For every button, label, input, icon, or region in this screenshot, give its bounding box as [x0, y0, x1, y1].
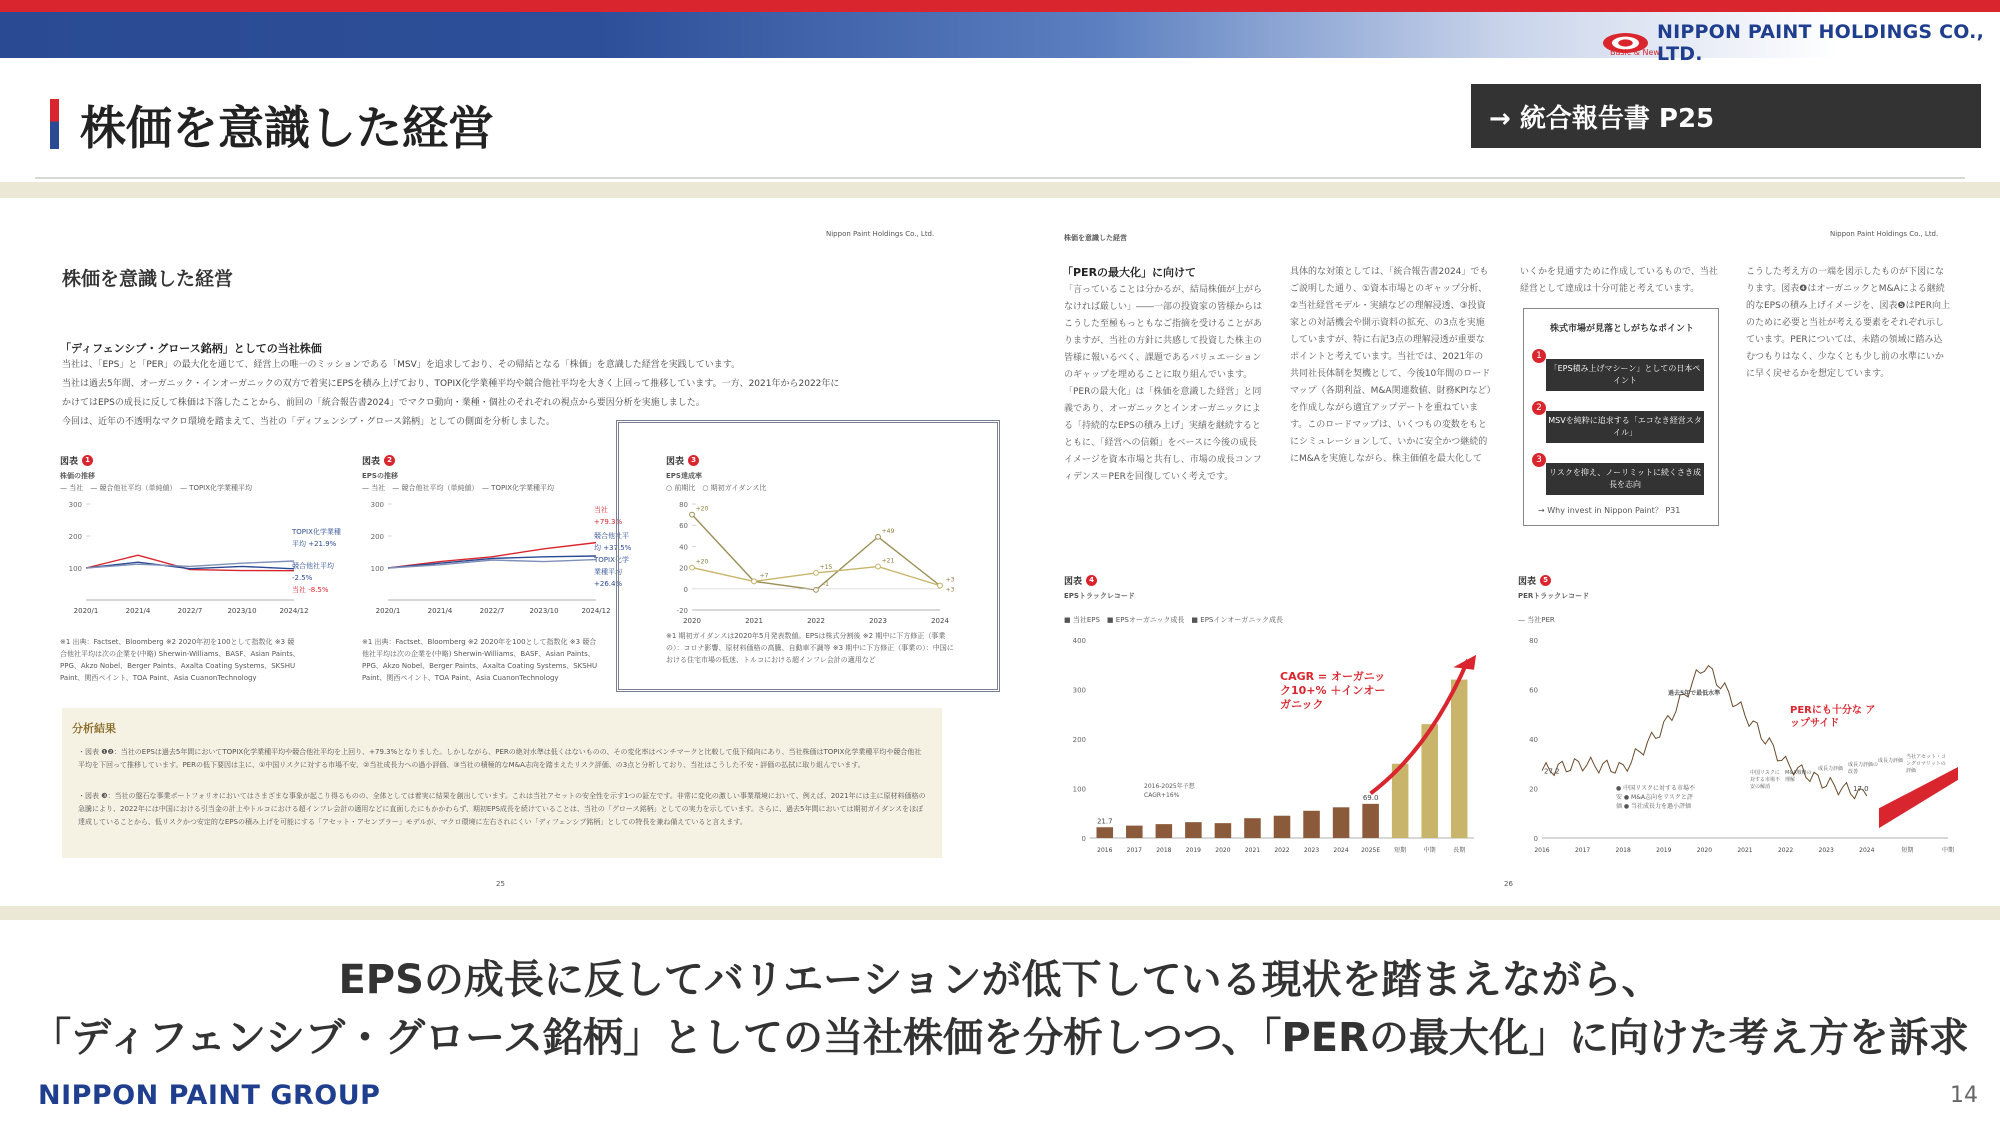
- fig3-g-point-1-4: [938, 583, 943, 588]
- fig3-title: EPS達成率: [666, 472, 702, 480]
- fig1-plot: [69, 501, 309, 615]
- fig4-y-tick-0: 400: [1072, 637, 1086, 645]
- fig3-data-label-7: +3: [945, 576, 955, 584]
- fig3-data-label-5: +49: [881, 527, 895, 535]
- right-column-3: いくかを見通すために作成しているもので、当社経営として達成は十分可能と考えています。: [1520, 267, 1718, 294]
- fig5-low-note: 過去5年で最低水準: [1668, 690, 1721, 697]
- fig2-g-y-tick-1: 200: [370, 533, 384, 541]
- fig5-y-tick-4: 0: [1533, 835, 1538, 843]
- fig5-y-tick-0: 80: [1529, 637, 1538, 645]
- fig5-factors: ● 中国リスクに対する市場不安 ● M&A志向をリスクと評価 ● 当社成長力を過小評価: [1616, 785, 1696, 810]
- fig1-tag-peers: 競合他社平均 -2.5%: [292, 562, 334, 582]
- logo-tagline: Basic & New: [1610, 48, 1660, 57]
- fig3-data-label-1: +20: [695, 558, 709, 566]
- fig3-g-point-0-0: [690, 512, 695, 517]
- fig5-chart: [1518, 630, 1958, 860]
- fig2-chart: [362, 498, 612, 618]
- fig2-tag-company: 当社 +79.3%: [594, 506, 623, 526]
- fig5-x-tick-2: 2018: [1615, 847, 1631, 854]
- fig3-notes: ※1 期初ガイダンスは2020年5月発表数値。EPSは株式分割後 ※2 期中に下方修正（事業の）：コロナ影響、原材料価格の高騰、自動車不調等 ※3 期中に下方修正（事業の）：中国における住宅市場の低迷、トルコにおける超インフレ会計の適用など: [666, 632, 954, 664]
- report-reference-badge: → 統合報告書 P25: [1471, 84, 1981, 148]
- fig5-legend: — 当社PER: [1518, 616, 1555, 624]
- fig3-data-label-2: +7: [759, 572, 769, 580]
- fig5-x-tick-3: 2019: [1656, 847, 1672, 854]
- fig5-x-tick-7: 2023: [1818, 847, 1834, 854]
- left-page-number: 25: [496, 880, 505, 888]
- fig5-y-tick-3: 20: [1529, 785, 1538, 794]
- fig2-tag-topix: TOPIX化学業種平均 +26.4%: [594, 556, 629, 588]
- bottom-beige-band: [0, 906, 2000, 920]
- fig5-x-tick-8: 2024: [1859, 847, 1875, 854]
- point-1: 「EPS積み上げマシーン」としての日本ペイント: [1546, 359, 1704, 391]
- left-page-brand: Nippon Paint Holdings Co., Ltd.: [826, 230, 935, 238]
- fig4-value-end: 69.0: [1362, 793, 1379, 802]
- fig2-g-x-tick-2: 2022/7: [479, 607, 505, 615]
- fig5-y-tick-2: 40: [1529, 736, 1538, 744]
- fig5-x-tick-6: 2022: [1777, 847, 1794, 854]
- fig4-value-start: 21.7: [1096, 817, 1113, 826]
- fig5-tag-1: 中国リスクに対する市場不安の解消: [1750, 770, 1781, 790]
- fig3-g-y-tick-0: -20: [676, 607, 688, 615]
- fig4-y-tick-2: 200: [1072, 736, 1086, 744]
- fig4-x-tick-4: 2020: [1215, 847, 1231, 854]
- fig2-tag-peers: 競合他社平均 +37.5%: [594, 532, 632, 552]
- fig4-plot: [1073, 637, 1476, 854]
- fig3-g-x-tick-0: 2020: [683, 617, 701, 625]
- fig3-data-label-6: +21: [881, 557, 895, 565]
- fig5-tag-6: 当社アセット・コングロマリットの評価: [1906, 754, 1946, 774]
- left-paragraph-1: 当社は、「EPS」と「PER」の最大化を通じて、経営上の唯一のミッションである「MSV」を追求しており、その帰結となる「株価」を意識した経営を実践しています。: [62, 360, 741, 370]
- fig4-label: [1064, 574, 1097, 587]
- fig1-g-y-tick-1: 200: [68, 533, 82, 541]
- fig4-x-tick-12: 長期: [1453, 847, 1466, 854]
- left-page-heading: 株価を意識した経営: [62, 268, 234, 290]
- why-invest-link[interactable]: → Why invest in Nippon Paint？ P31: [1538, 506, 1681, 515]
- fig4-cagr-callout: CAGR = オーガニック10+% ＋インオーガニック: [1280, 670, 1386, 711]
- fig2-g-x-tick-3: 2023/10: [529, 607, 559, 615]
- point-3-number: 3: [1532, 453, 1546, 467]
- fig4-x-tick-6: 2022: [1274, 847, 1290, 854]
- point-3: リスクを抑え、ノーリミットに続くさき成長を志向: [1546, 463, 1704, 495]
- fig2-g-x-tick-1: 2021/4: [427, 607, 453, 615]
- fig3-data-label-0: +20: [695, 505, 709, 513]
- point-2: MSVを純粋に追求する「エコなき経営スタイル」: [1546, 411, 1704, 443]
- fig4-chart: [1064, 630, 1484, 860]
- fig5-number: 5: [1540, 575, 1551, 586]
- point-2-number: 2: [1532, 401, 1546, 415]
- fig1-g-x-tick-2: 2022/7: [177, 607, 203, 615]
- fig4-bar-9: [1362, 804, 1379, 838]
- fig5-label-text: 図表: [1518, 577, 1537, 587]
- analysis-title: 分析結果: [72, 722, 116, 735]
- fig4-y-tick-1: 300: [1072, 686, 1086, 695]
- fig5-tag-2: M&A戦略の理解: [1785, 770, 1812, 783]
- key-message-line-2: 「ディフェンシブ・グロース銘柄」としての当社株価を分析しつつ、「PERの最大化」に向けた考え方を訴求: [31, 1015, 1969, 1061]
- fig4-x-tick-3: 2019: [1185, 847, 1202, 854]
- fig4-bar-12: [1451, 680, 1468, 838]
- key-points-box: [1523, 308, 1719, 526]
- fig3-g-point-1-0: [690, 565, 695, 570]
- fig5-tag-5: 成長力評価: [1878, 758, 1904, 764]
- fig4-y-tick-3: 100: [1072, 785, 1086, 794]
- fig3-g-point-1-2: [814, 571, 819, 576]
- fig2-label: [362, 454, 395, 467]
- key-message-line-1: EPSの成長に反してバリエーションが低下している現状を踏まえながら、: [338, 957, 1662, 1003]
- fig3-g-y-tick-1: 0: [683, 585, 688, 594]
- fig1-legend: — 当社 — 競合他社平均（単純値） — TOPIX化学業種平均: [60, 484, 253, 492]
- fig2-g-y-tick-2: 300: [370, 501, 384, 509]
- fig4-number: 4: [1086, 575, 1097, 586]
- fig5-x-tick-10: 中期: [1941, 847, 1955, 854]
- fig4-bar-8: [1333, 807, 1350, 838]
- fig1-tag-company: 当社 -8.5%: [292, 586, 329, 594]
- fig3-number: 3: [688, 455, 699, 466]
- analysis-text-2: ・図表 ❸：当社の盤石な事業ポートフォリオにおいてはさまざまな事象が起こり得るものの、全体としては着実に結果を創出しています。これは当社アセットの安全性を示す1つの証左です。非常に変化の激しい事業環境において、例えば、2021年には主に原材料価格の急騰により、2022年には中国における引当金の計上やトルコにおける超インフレ会計の適用などに直面したにもかかわらず、期初EPS成長を続けていることは、当社の「グロース銘柄」としての実力を示しています。さらに、過去5年間においては期初ガイダンスをほぼ達成していることから、低リスクかつ安定的なEPSの積み上げを可能にする「アセット・アセンブラー」モデルが、マクロ環境に左右されにくい「ディフェンシブ銘柄」としての特長を兼ね備えていると言えます。: [78, 792, 926, 826]
- fig3-g-point-0-2: [814, 587, 819, 592]
- fig2-g-y-tick-0: 100: [370, 565, 384, 573]
- right-page-number: 26: [1504, 880, 1513, 888]
- fig3-data-label-4: -1: [823, 580, 829, 588]
- fig4-bar-0: [1096, 827, 1113, 838]
- fig3-g-y-tick-3: 40: [679, 543, 688, 552]
- fig2-legend: — 当社 — 競合他社平均（単純値） — TOPIX化学業種平均: [362, 484, 555, 492]
- fig3-g-y-tick-5: 80: [679, 501, 688, 509]
- title-accent-bar: [50, 99, 59, 149]
- fig5-x-tick-9: 短期: [1901, 847, 1914, 854]
- fig3-chart: [666, 498, 956, 628]
- right-column-1: 「言っていることは分かるが、結局株価が上がらなければ厳しい」――一部の投資家の皆様からはこうした至極もっともなご指摘を受けることがありますが、当社の方針に共感して投資した株主の皆様に報いるべく、課題であるバリュエーションのギャップを埋めることに取り組んでいます。「PERの最大化」は「株価を意識した経営」と同義であり、オーガニックとインオーガニックによる「持続的なEPSの積み上げ」実績を継続するとともに、「経営への信頼」をベースに今後の成長イメージを資本市場と共有し、市場の成長コンフィデンス＝PERを回復していく考えです。: [1064, 285, 1263, 482]
- analysis-text-1: ・図表 ❶❷：当社のEPSは過去5年間においてTOPIX化学業種平均や競合他社平均を上回り、+79.3%となりました。しかしながら、PERの絶対水準は低くはないものの、その変化率はベンチマークと比較して低下傾向にあり、当社株価はTOPIX化学業種平均や競合他社平均を下回って推移しています。PERの低下要因は主に、①中国リスクに対する市場不安、②当社成長力への過小評価、③当社の積極的なM&A志向を踏まえたリスク評価、の3点と分析しており、当社はこうした不安・評価の払拭に取り組んでいます。: [78, 748, 922, 769]
- fig5-x-tick-5: 2021: [1737, 847, 1753, 854]
- fig4-bar-1: [1126, 826, 1143, 838]
- fig3-g-series-0: [692, 515, 940, 590]
- fig4-x-tick-7: 2023: [1303, 847, 1320, 854]
- fig2-g-series-0: [388, 543, 596, 568]
- fig3-g-point-0-3: [876, 534, 881, 539]
- fig3-g-x-tick-3: 2023: [869, 617, 887, 625]
- fig4-title: EPSトラックレコード: [1064, 592, 1135, 600]
- fig5-upside-callout: PERにも十分な アップサイド: [1790, 705, 1876, 729]
- fig1-g-x-tick-0: 2020/1: [73, 607, 99, 615]
- fig4-x-tick-10: 短期: [1394, 847, 1407, 854]
- fig5-label: [1518, 574, 1551, 587]
- fig2-number: 2: [384, 455, 395, 466]
- fig5-tag-4: 成長力評価の改善: [1848, 762, 1879, 775]
- fig5-value-start: 27.2: [1544, 767, 1560, 776]
- fig4-legend: ■ 当社EPS ■ EPSオーガニック成長 ■ EPSインオーガニック成長: [1064, 616, 1283, 624]
- fig4-bar-2: [1156, 824, 1173, 838]
- fig4-growth-arrowhead: [1453, 655, 1476, 670]
- right-page-brand: Nippon Paint Holdings Co., Ltd.: [1830, 230, 1939, 238]
- fig4-x-tick-2: 2018: [1156, 847, 1172, 854]
- fig3-g-series-1: [692, 567, 940, 586]
- company-name: NIPPON PAINT HOLDINGS CO., LTD.: [1656, 21, 1985, 65]
- fig4-cagr-past: 2016-2025年予想 CAGR+16%: [1144, 783, 1195, 799]
- left-section-title: 「ディフェンシブ・グロース銘柄」としての当社株価: [60, 342, 322, 355]
- header-divider: [35, 177, 1965, 179]
- fig4-x-tick-11: 中期: [1423, 847, 1436, 854]
- fig4-x-tick-1: 2017: [1126, 847, 1142, 854]
- fig2-plot: [371, 501, 611, 615]
- fig4-label-text: 図表: [1064, 577, 1083, 587]
- fig4-x-tick-5: 2021: [1244, 847, 1261, 854]
- fig1-g-y-tick-0: 100: [68, 565, 82, 573]
- fig3-g-point-1-1: [752, 579, 757, 584]
- fig1-g-x-tick-3: 2023/10: [227, 607, 257, 615]
- key-points-title: 株式市場が見落としがちなポイント: [1549, 324, 1694, 334]
- fig1-g-y-tick-2: 300: [68, 501, 82, 509]
- fig3-g-x-tick-4: 2024: [931, 617, 949, 625]
- fig1-label: [60, 454, 93, 467]
- fig1-label-text: 図表: [60, 457, 79, 467]
- fig4-bar-6: [1274, 816, 1291, 838]
- fig1-title: 株価の推移: [60, 472, 95, 480]
- fig2-g-x-tick-0: 2020/1: [375, 607, 401, 615]
- top-beige-band: [0, 182, 2000, 198]
- fig1-number: 1: [82, 455, 93, 466]
- fig1-g-x-tick-1: 2021/4: [125, 607, 151, 615]
- fig1-g-x-tick-4: 2024/12: [279, 607, 309, 615]
- fig3-g-x-tick-2: 2022: [807, 617, 825, 625]
- right-column-2: 具体的な対策としては、「統合報告書2024」でもご説明した通り、①資本市場とのギャップ分析、②当社経営モデル・実績などの理解浸透、③投資家との対話機会や開示資料の拡充、の3点を実施していますが、特に右記3点の理解浸透が重要なポイントと考えています。当社では、2021年の共同社長体制を契機として、今後10年間のロードマップ（各期利益、M&A関連数値、財務KPIなど）を作成しながら適宜アップデートを重ねています。このロードマップは、いくつもの変数をもとにシミュレーションして、いかに安全かつ継続的にM&Aを実施しながら、株主価値を最大化して: [1290, 267, 1492, 464]
- fig5-series-0: [1542, 666, 1867, 799]
- right-page-section-tag: 株価を意識した経営: [1064, 234, 1127, 242]
- slide-page-number: 14: [1950, 1083, 1978, 1108]
- fig4-bar-5: [1244, 818, 1261, 838]
- fig4-x-tick-0: 2016: [1097, 847, 1113, 854]
- company-logo: [1602, 21, 2000, 65]
- fig4-x-tick-8: 2024: [1333, 847, 1349, 854]
- fig3-data-label-3: +15: [819, 563, 833, 571]
- fig3-data-label-8: +3: [945, 586, 955, 594]
- page-title: 株価を意識した経営: [80, 101, 494, 155]
- fig5-x-tick-4: 2020: [1696, 847, 1713, 854]
- left-paragraph-4: 今回は、近年の不透明なマクロ環境を踏まえて、当社の「ディフェンシブ・グロース銘柄」としての側面を分析しました。: [62, 417, 555, 427]
- fig4-bar-7: [1303, 811, 1320, 838]
- point-1-number: 1: [1532, 349, 1546, 363]
- fig4-bar-3: [1185, 822, 1202, 838]
- fig4-x-tick-9: 2025E: [1361, 847, 1381, 854]
- fig2-label-text: 図表: [362, 457, 381, 467]
- footer-group-logo: NIPPON PAINT GROUP: [38, 1080, 381, 1111]
- fig3-plot: [677, 501, 955, 625]
- left-paragraph-2: 当社は過去5年間、オーガニック・インオーガニックの双方で着実にEPSを積み上げており、TOPIX化学業種平均や競合他社平均を大きく上回って推移しています。一方、2021年から2022年に: [62, 379, 840, 389]
- top-red-bar: [0, 0, 2000, 12]
- fig3-g-x-tick-1: 2021: [745, 617, 763, 625]
- fig1-chart: [60, 498, 310, 618]
- per-section-title: 「PERの最大化」に向けて: [1062, 266, 1197, 279]
- fig5-x-tick-0: 2016: [1534, 847, 1550, 854]
- fig3-g-point-1-3: [876, 564, 881, 569]
- fig5-value-end: 17.0: [1853, 784, 1869, 793]
- fig5-x-tick-1: 2017: [1574, 847, 1591, 854]
- fig3-g-y-tick-4: 60: [679, 522, 688, 531]
- fig4-bar-4: [1215, 823, 1232, 838]
- fig2-g-x-tick-4: 2024/12: [581, 607, 611, 615]
- fig5-plot: [1529, 637, 1958, 854]
- fig3-label-text: 図表: [666, 457, 685, 467]
- fig5-tag-3: 成長力評価: [1818, 766, 1844, 772]
- fig4-y-tick-4: 0: [1081, 835, 1086, 843]
- fig1-notes: ※1 出典：Factset、Bloomberg ※2 2020年初を100として指数化 ※3 競合他社平均は次の企業を(中略) Sherwin-Williams、BASF、Asian Paints、PPG、Akzo Nobel、Berger Paints、Axalta Coating Systems、SKSHU Paint、関西ペイント、TOA Paint、Asia CuanonTechnology: [60, 638, 300, 682]
- fig3-g-y-tick-2: 20: [679, 564, 688, 573]
- fig3-legend: ○ 前期比 ○ 期初ガイダンス比: [666, 484, 767, 492]
- fig2-notes: ※1 出典：Factset、Bloomberg ※2 2020年を100として指数化 ※3 競合他社平均は次の企業を(中略) Sherwin-Williams、BASF、Asian Paints、PPG、Akzo Nobel、Berger Paints、Axalta Coating Systems、SKSHU Paint、関西ペイント、TOA Paint、Asia CuanonTechnology: [362, 638, 598, 682]
- right-column-4: こうした考え方の一端を図示したものが下図になります。図表❹はオーガニックとM&Aによる継続的なEPSの積み上げイメージを、図表❺はPER向上のために必要と当社が考える要素をそれぞれ示しています。PERについては、未踏の領域に踏み込むつもりはなく、少なくとも少し前の水準にいかに早く戻せるかを想定しています。: [1746, 267, 1950, 379]
- fig3-label: [666, 454, 699, 467]
- fig5-title: PERトラックレコード: [1518, 592, 1590, 600]
- left-paragraph-3: かけてはEPSの成長に反して株価は下落したことから、前回の「統合報告書2024」でマクロ動向・業種・個社のそれぞれの視点から要因分析を実施しました。: [62, 398, 705, 408]
- fig2-title: EPSの推移: [362, 472, 398, 480]
- fig1-tag-topix: TOPIX化学業種平均 +21.9%: [292, 528, 341, 548]
- fig5-y-tick-1: 60: [1529, 686, 1538, 695]
